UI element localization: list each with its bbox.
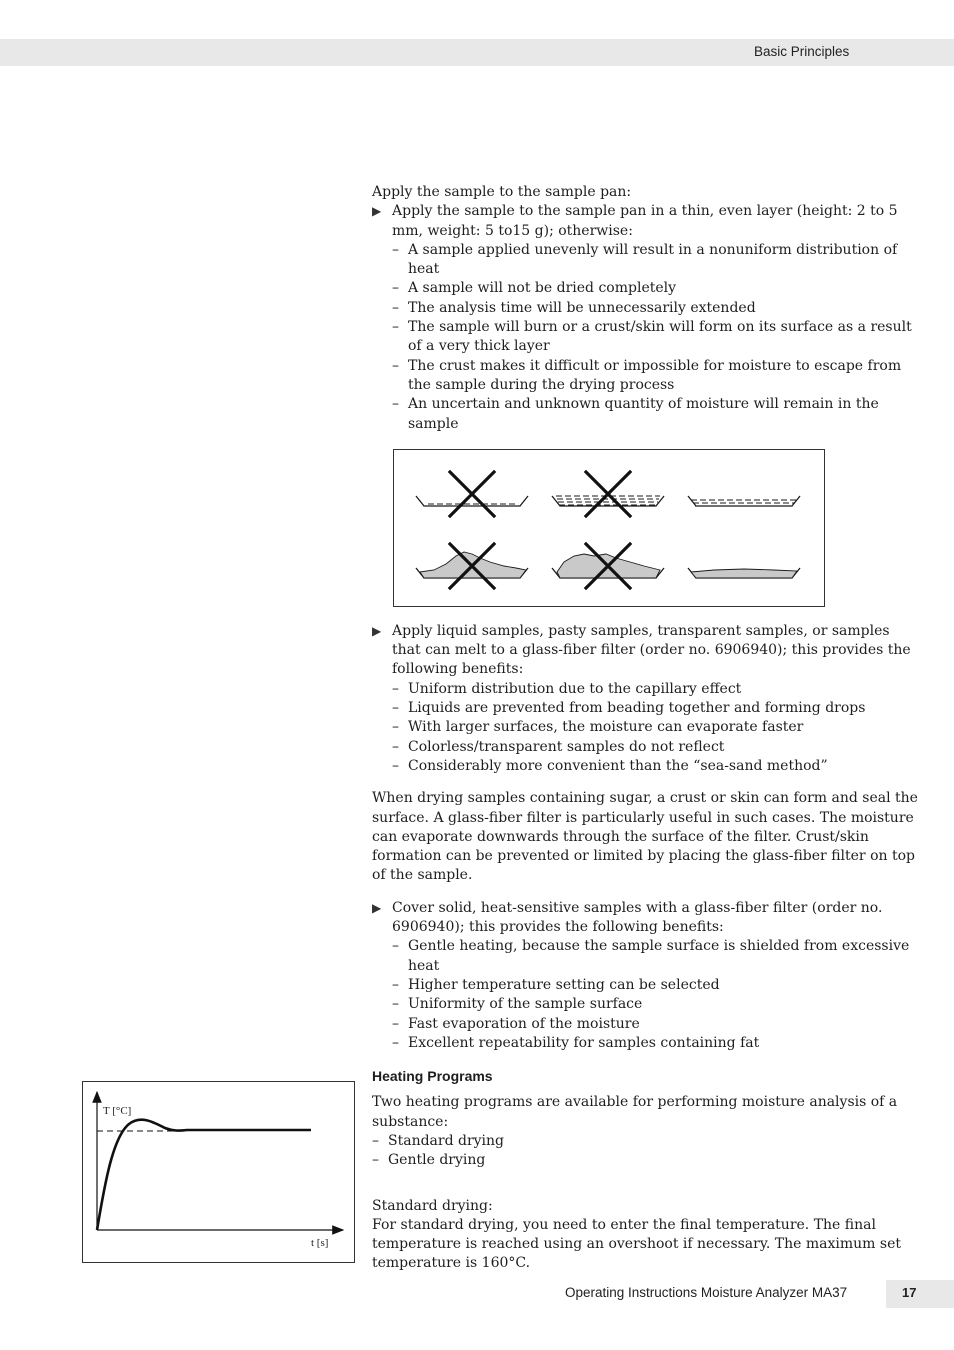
page-number-box — [886, 1280, 954, 1308]
list-item: – Considerably more convenient than the “sea-sand method” — [392, 757, 828, 774]
temperature-curve-line — [97, 1120, 311, 1230]
solid-instruction: Cover solid, heat-sensitive samples with a glass-fiber filter (order no. 6906940); this provides the following benefits: — [392, 899, 883, 936]
liquid-benefit-list — [392, 680, 918, 776]
list-item: – Standard drying — [372, 1132, 505, 1149]
list-item: – Gentle heating, because the sample surface is shielded from excessive heat — [392, 938, 910, 974]
list-item: – Uniformity of the sample surface — [392, 996, 643, 1013]
x-axis-label: t [s] — [311, 1237, 329, 1249]
arrow-right-icon: ▶ — [372, 900, 382, 915]
list-item: – The crust makes it difficult or impossible for moisture to escape from the sample during the drying process — [392, 357, 902, 393]
arrow-right-icon: ▶ — [372, 204, 382, 219]
footer-doc-title: Operating Instructions Moisture Analyzer MA37 — [565, 1285, 848, 1300]
apply-consequence-list — [392, 241, 918, 434]
list-item: – The analysis time will be unnecessarily extended — [392, 299, 756, 316]
list-item: – Uniform distribution due to the capillary effect — [392, 680, 742, 697]
list-item: – With larger surfaces, the moisture can evaporate faster — [392, 719, 804, 736]
list-item: – Fast evaporation of the moisture — [392, 1015, 640, 1032]
heating-intro: Two heating programs are available for performing moisture analysis of a substance: — [372, 1094, 898, 1130]
heating-programs-heading: Heating Programs — [372, 1068, 493, 1085]
list-item: – The sample will burn or a crust/skin will form on its surface as a result of a very thick layer — [392, 319, 912, 355]
list-item: – Colorless/transparent samples do not reflect — [392, 738, 725, 755]
apply-instruction: Apply the sample to the sample pan in a thin, even layer (height: 2 to 5 mm, weight: 5 to15 g); otherwise: — [392, 203, 898, 239]
temperature-curve — [83, 1082, 354, 1262]
list-item: – A sample applied unevenly will result in a nonuniform distribution of heat — [392, 241, 898, 278]
list-item: – A sample will not be dried completely — [392, 280, 677, 297]
list-item: – Liquids are prevented from beading together and forming drops — [392, 700, 866, 717]
list-item: – An uncertain and unknown quantity of moisture will remain in the sample — [392, 396, 879, 432]
heating-program-list — [372, 1132, 918, 1171]
liquid-instruction: Apply liquid samples, pasty samples, transparent samples, or samples that can melt to a glass-fiber filter (order no. 6906940); this provides the following benefits: — [392, 622, 911, 678]
standard-drying-text: For standard drying, you need to enter the final temperature. The final temperature is reached using an overshoot if necessary. The maximum set temperature is 160°C. — [372, 1216, 901, 1272]
solid-benefit-list — [392, 937, 918, 1053]
sample-pan-illustration — [394, 450, 824, 606]
main-column — [372, 183, 918, 1274]
apply-instruction-item — [372, 202, 918, 434]
list-item: – Excellent repeatability for samples containing fat — [392, 1034, 760, 1051]
standard-drying-graph — [82, 1081, 355, 1263]
list-item: – Higher temperature setting can be selected — [392, 976, 720, 993]
cross-icon — [450, 472, 630, 588]
section-title: Basic Principles — [754, 44, 850, 59]
apply-intro: Apply the sample to the sample pan: — [372, 184, 632, 200]
y-axis-label: T [°C] — [103, 1105, 132, 1117]
liquid-instruction-item — [372, 622, 918, 776]
list-item: – Gentle drying — [372, 1152, 486, 1169]
sugar-paragraph: When drying samples containing sugar, a crust or skin can form and seal the surface. A glass-fiber filter is particularly useful in such cases. The moisture can evaporate downwards through the surface of the filter. Crust/skin formation can be prevented or limited by placing the glass-fiber filter on top of the sample. — [372, 790, 918, 884]
arrow-right-icon: ▶ — [372, 623, 382, 638]
sample-pan-figure — [393, 449, 825, 607]
standard-drying-title: Standard drying: — [372, 1197, 493, 1214]
page-number: 17 — [902, 1285, 917, 1300]
solid-instruction-item — [372, 899, 918, 1053]
